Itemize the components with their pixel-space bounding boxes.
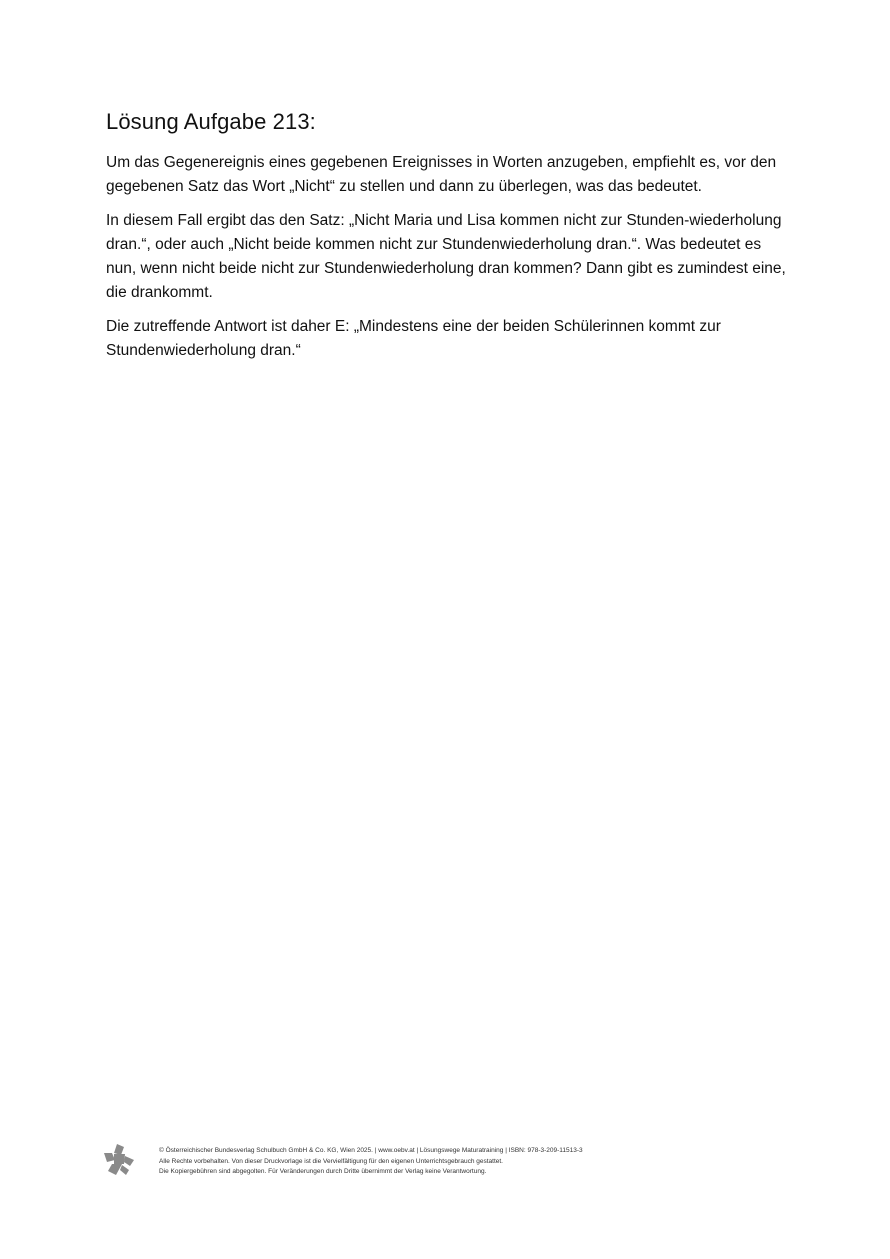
solution-paragraph-3: Die zutreffende Antwort ist daher E: „Mindestens eine der beiden Schülerinnen kommt zur Stundenwiederholung dran.“ bbox=[106, 318, 721, 359]
solution-title: Lösung Aufgabe 213: bbox=[106, 109, 316, 134]
copyright-line-3: Die Kopiergebühren sind abgegolten. Für Veränderungen durch Dritte übernimmt der Verlag keine Verantwortung. bbox=[159, 1168, 487, 1175]
copyright-line-2: Alle Rechte vorbehalten. Von dieser Druckvorlage ist die Vervielfältigung für den eigenen Unterrichtsgebrauch gestattet. bbox=[159, 1157, 503, 1165]
publisher-logo-icon bbox=[104, 1144, 134, 1176]
copyright-footer bbox=[104, 1143, 664, 1183]
solution-paragraph-1: Um das Gegenereignis eines gegebenen Ereignisses in Worten anzugeben, empfiehlt es, vor den gegebenen Satz das Wort „Nicht“ zu stellen und dann zu überlegen, was das bedeutet. bbox=[106, 154, 777, 195]
solution-content bbox=[106, 108, 786, 373]
copyright-line-1: © Österreichischer Bundesverlag Schulbuch GmbH & Co. KG, Wien 2025. | www.oebv.at | Lösungswege Maturatraining | ISBN: 978-3-209-11513-3 bbox=[159, 1147, 583, 1154]
copyright-text bbox=[159, 1146, 583, 1178]
solution-paragraph-2: In diesem Fall ergibt das den Satz: „Nicht Maria und Lisa kommen nicht zur Stunden-wiederholung dran.“, oder auch „Nicht beide kommen nicht zur Stundenwiederholung dran.“. Was bedeutet es nun, wenn nicht beide nicht zur Stundenwiederholung dran kommen? Dann gibt es zumindest eine, die drankommt. bbox=[106, 212, 786, 301]
